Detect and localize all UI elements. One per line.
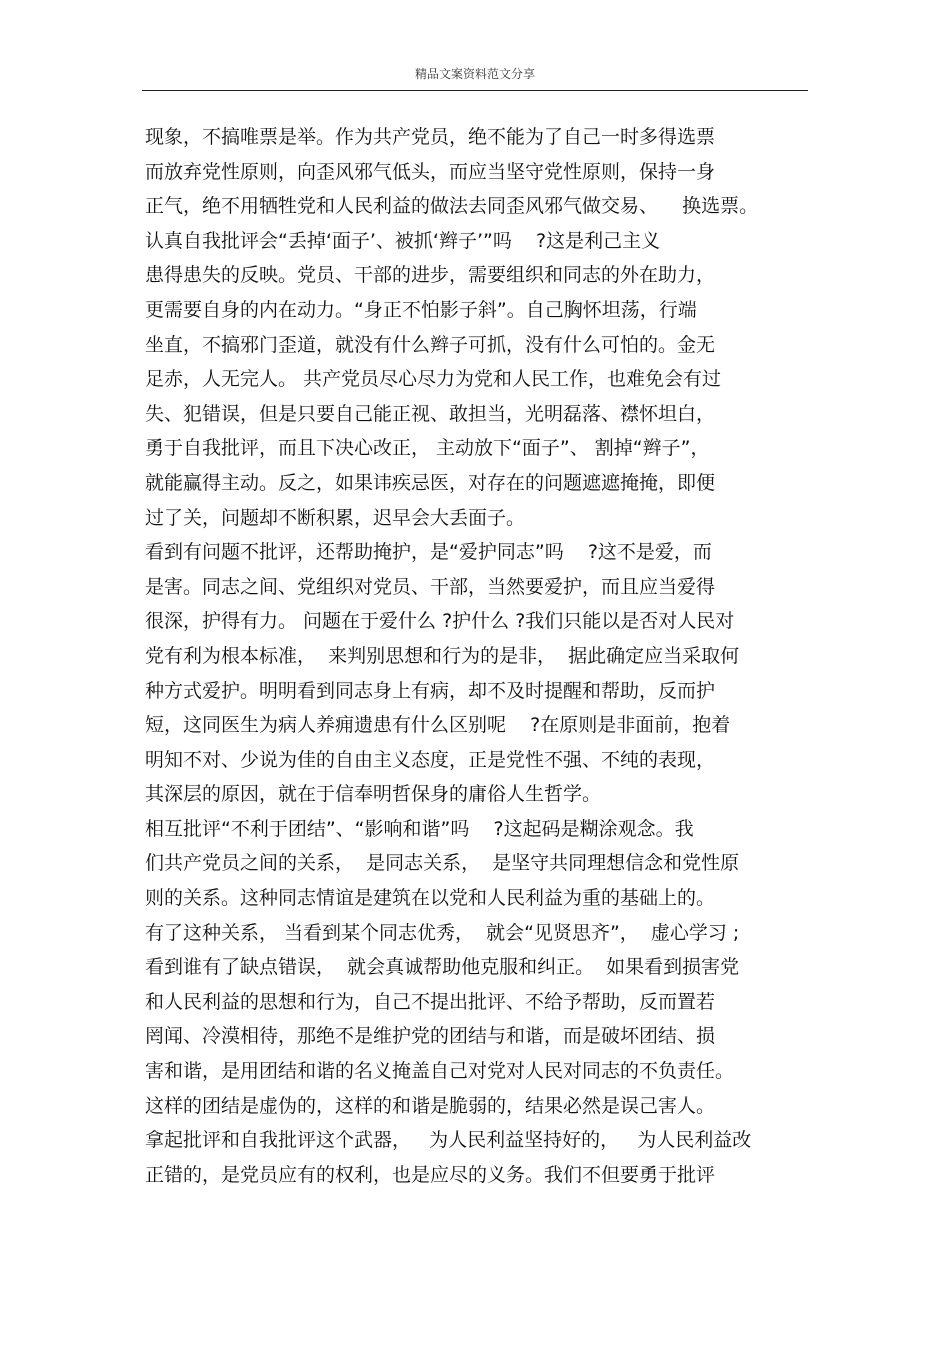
text-line: 认真自我批评会“丢掉‘面子’、被抓‘辫子’”吗 ?这是利己主义 bbox=[145, 229, 661, 252]
text-line: 其深层的原因，就在于信奉明哲保身的庸俗人生哲学。 bbox=[145, 783, 602, 806]
text-line: 种方式爱护。明明看到同志身上有病，却不及时提醒和帮助，反而护 bbox=[145, 679, 716, 702]
text-line: 过了关，问题却不断积累，迟早会大丢面子。 bbox=[145, 506, 526, 529]
header-divider bbox=[142, 90, 808, 91]
text-line: 短，这同医生为病人养痈遗患有什么区别呢 ?在原则是非面前，抱着 bbox=[145, 714, 731, 737]
text-line: 相互批评“不利于团结”、“影响和谐”吗 ?这起码是糊涂观念。我 bbox=[145, 817, 694, 840]
text-line: 很深，护得有力。 问题在于爱什么 ?护什么 ?我们只能以是否对人民对 bbox=[145, 610, 735, 633]
text-line: 有了这种关系， 当看到某个同志优秀， 就会“见贤思齐”， 虚心学习 ; bbox=[145, 921, 740, 944]
text-line: 更需要自身的内在动力。“身正不怕影子斜”。自己胸怀坦荡，行端 bbox=[145, 298, 697, 321]
text-line: 看到有问题不批评，还帮助掩护，是“爱护同志”吗 ?这不是爱，而 bbox=[145, 541, 712, 564]
text-line: 和人民利益的思想和行为，自己不提出批评、不给予帮助，反而置若 bbox=[145, 990, 716, 1013]
text-line: 看到谁有了缺点错误， 就会真诚帮助他克服和纠正。 如果看到损害党 bbox=[145, 956, 740, 979]
text-line: 这样的团结是虚伪的，这样的和谐是脆弱的，结果必然是误己害人。 bbox=[145, 1094, 716, 1117]
text-line: 则的关系。这种同志情谊是建筑在以党和人民利益为重的基础上的。 bbox=[145, 887, 716, 910]
text-line: 足赤，人无完人。 共产党员尽心尽力为党和人民工作，也难免会有过 bbox=[145, 368, 722, 391]
text-line: 正气，绝不用牺牲党和人民利益的做法去同歪风邪气做交易、 换选票。 bbox=[145, 195, 759, 218]
text-line: 现象，不搞唯票是举。作为共产党员，绝不能为了自己一时多得选票 bbox=[145, 126, 716, 148]
document-body bbox=[145, 120, 825, 1192]
text-line: 正错的，是党员应有的权利，也是应尽的义务。我们不但要勇于批评 bbox=[145, 1163, 716, 1186]
page-header: 精品文案资料范文分享 bbox=[414, 67, 535, 81]
text-line: 们共产党员之间的关系， 是同志关系， 是坚守共同理想信念和党性原 bbox=[145, 852, 740, 875]
text-line: 而放弃党性原则，向歪风邪气低头，而应当坚守党性原则，保持一身 bbox=[145, 160, 716, 183]
text-line: 坐直，不搞邪门歪道，就没有什么辫子可抓，没有什么可怕的。金无 bbox=[145, 333, 716, 356]
text-line: 拿起批评和自我批评这个武器， 为人民利益坚持好的， 为人民利益改 bbox=[145, 1129, 752, 1152]
text-line: 党有利为根本标准， 来判别思想和行为的是非， 据此确定应当采取何 bbox=[145, 644, 740, 667]
text-line: 就能赢得主动。反之，如果讳疾忌医，对存在的问题遮遮掩掩，即便 bbox=[145, 471, 716, 494]
text-line: 是害。同志之间、党组织对党员、干部，当然要爱护，而且应当爱得 bbox=[145, 575, 716, 598]
text-line: 明知不对、少说为佳的自由主义态度，正是党性不强、不纯的表现， bbox=[145, 748, 716, 771]
text-line: 失、犯错误，但是只要自己能正视、敢担当，光明磊落、襟怀坦白， bbox=[145, 402, 716, 425]
text-line: 患得患失的反映。党员、干部的进步，需要组织和同志的外在助力， bbox=[145, 264, 716, 287]
text-line: 勇于自我批评，而且下决心改正， 主动放下“面子”、 割掉“辫子”， bbox=[145, 437, 710, 460]
text-line: 害和谐，是用团结和谐的名义掩盖自己对党对人民对同志的不负责任。 bbox=[145, 1060, 735, 1083]
text-line: 罔闻、冷漠相待，那绝不是维护党的团结与和谐，而是破坏团结、损 bbox=[145, 1025, 716, 1048]
